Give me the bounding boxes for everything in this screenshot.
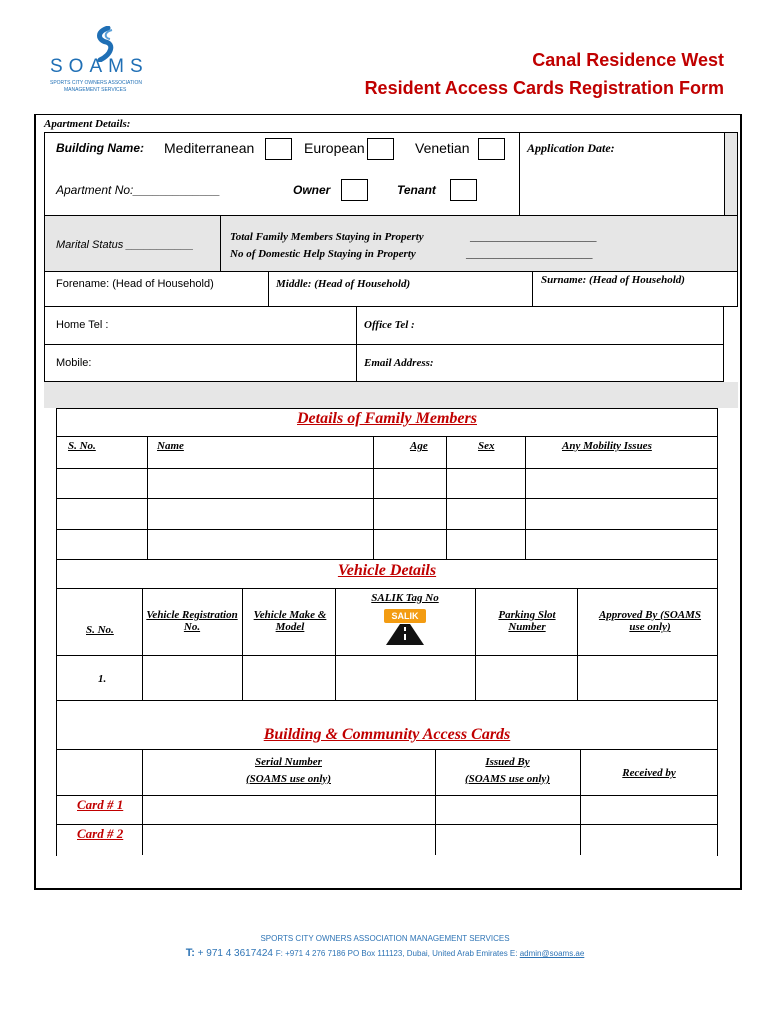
vehicle-row-1-sno: 1.	[98, 673, 107, 685]
family-header-mobility: Any Mobility Issues	[562, 440, 652, 452]
contact-divider-v	[356, 306, 357, 382]
home-tel-field[interactable]: Home Tel :	[56, 319, 109, 331]
contact-divider-h	[44, 344, 724, 345]
footer-email-link[interactable]: admin@soams.ae	[519, 949, 585, 958]
name-divider-1	[268, 271, 269, 307]
total-family-blank[interactable]: _______________________	[470, 231, 597, 243]
card-1-label: Card # 1	[77, 797, 124, 812]
footer-contact	[0, 947, 770, 959]
tenant-label: Tenant	[397, 183, 436, 197]
option-european-label: European	[304, 140, 365, 156]
email-field[interactable]: Email Address:	[364, 357, 434, 369]
family-header-sno: S. No.	[68, 440, 96, 452]
surname-field[interactable]: Surname: (Head of Household)	[541, 274, 685, 286]
soams-logo	[48, 26, 158, 96]
apartment-divider	[44, 215, 738, 216]
cards-header-issued-sub: (SOAMS use only)	[465, 773, 550, 785]
vehicle-h2	[56, 655, 718, 656]
venetian-checkbox[interactable]	[478, 138, 505, 160]
cards-header-received: Received by	[622, 767, 676, 779]
application-date-label: Application Date:	[527, 141, 615, 155]
family-v2	[373, 436, 374, 560]
vehicle-v5	[577, 588, 578, 701]
vehicle-title: Vehicle Details	[337, 562, 437, 579]
vehicle-h1	[56, 588, 718, 589]
name-divider-2	[532, 271, 533, 307]
salik-road-icon	[386, 624, 424, 645]
footer-t-label: T:	[185, 947, 195, 959]
cards-header-issued: Issued By	[485, 756, 530, 768]
footer-org-name: SPORTS CITY OWNERS ASSOCIATION MANAGEMENT SERVICES	[260, 934, 510, 943]
mobile-field[interactable]: Mobile:	[56, 357, 92, 369]
family-header-sex: Sex	[478, 440, 495, 452]
option-mediterranean-label: Mediterranean	[164, 140, 255, 156]
family-h1	[56, 436, 718, 437]
family-v4	[525, 436, 526, 560]
vehicle-v2	[242, 588, 243, 701]
apartment-no-label[interactable]: Apartment No:_____________	[56, 183, 221, 197]
vehicle-header-make: Vehicle Make & Model	[253, 609, 327, 633]
logo-subtitle-2: MANAGEMENT SERVICES	[64, 87, 127, 93]
cards-h1	[56, 749, 718, 750]
apartment-details-label: Apartment Details:	[44, 118, 131, 130]
separator-band	[44, 382, 738, 408]
family-h4	[56, 529, 718, 530]
form-title-1: Canal Residence West	[532, 50, 724, 70]
form-title-2: Resident Access Cards Registration Form	[364, 78, 724, 98]
logo-wordmark: SOAMS	[50, 56, 149, 77]
cards-header-serial-sub: (SOAMS use only)	[246, 773, 331, 785]
domestic-help-blank[interactable]: _______________________	[466, 248, 593, 260]
vehicle-v4	[475, 588, 476, 701]
family-h3	[56, 498, 718, 499]
footer-phone: + 971 4 3617424	[194, 948, 276, 959]
family-header-name: Name	[157, 440, 184, 452]
cards-title: Building & Community Access Cards	[263, 726, 511, 743]
mediterranean-checkbox[interactable]	[265, 138, 292, 160]
family-title: Details of Family Members	[297, 410, 477, 427]
middle-field[interactable]: Middle: (Head of Household)	[276, 278, 411, 290]
tenant-checkbox[interactable]	[450, 179, 477, 201]
vehicle-header-sno: S. No.	[86, 624, 114, 636]
card-2-label: Card # 2	[77, 826, 124, 841]
cards-h2	[56, 795, 718, 796]
cards-v3	[580, 749, 581, 855]
marital-divider	[220, 215, 221, 272]
cards-h3	[56, 824, 718, 825]
vehicle-header-parking: Parking Slot Number	[498, 609, 556, 633]
option-venetian-label: Venetian	[415, 140, 470, 156]
salik-badge: SALIK	[384, 609, 426, 623]
cards-header-serial: Serial Number	[255, 756, 322, 768]
family-header-age: Age	[410, 440, 428, 452]
footer-details: F: +971 4 276 7186 PO Box 111123, Dubai, United Arab Emirates E:	[275, 949, 520, 958]
building-name-label: Building Name:	[56, 141, 145, 155]
office-tel-field[interactable]: Office Tel :	[364, 319, 415, 331]
logo-subtitle-1: SPORTS CITY OWNERS ASSOCIATION	[50, 80, 142, 86]
family-v3	[446, 436, 447, 560]
family-h2	[56, 468, 718, 469]
salik-logo	[384, 609, 426, 645]
vehicle-header-registration: Vehicle Registration No.	[146, 609, 238, 633]
form-bottom-line	[34, 888, 742, 890]
owner-label: Owner	[293, 183, 331, 197]
family-table	[56, 408, 718, 560]
family-v1	[147, 436, 148, 560]
domestic-help-label: No of Domestic Help Staying in Property	[230, 248, 416, 260]
european-checkbox[interactable]	[367, 138, 394, 160]
forename-field[interactable]: Forename: (Head of Household)	[56, 278, 214, 290]
total-family-label: Total Family Members Staying in Property	[230, 231, 424, 243]
owner-checkbox[interactable]	[341, 179, 368, 201]
vehicle-v1	[142, 588, 143, 701]
marital-status-field[interactable]: Marital Status ___________	[56, 239, 194, 251]
vehicle-v3	[335, 588, 336, 701]
vehicle-header-salik: SALIK Tag No	[371, 592, 439, 604]
vehicle-header-approved: Approved By (SOAMS use only)	[598, 609, 702, 633]
